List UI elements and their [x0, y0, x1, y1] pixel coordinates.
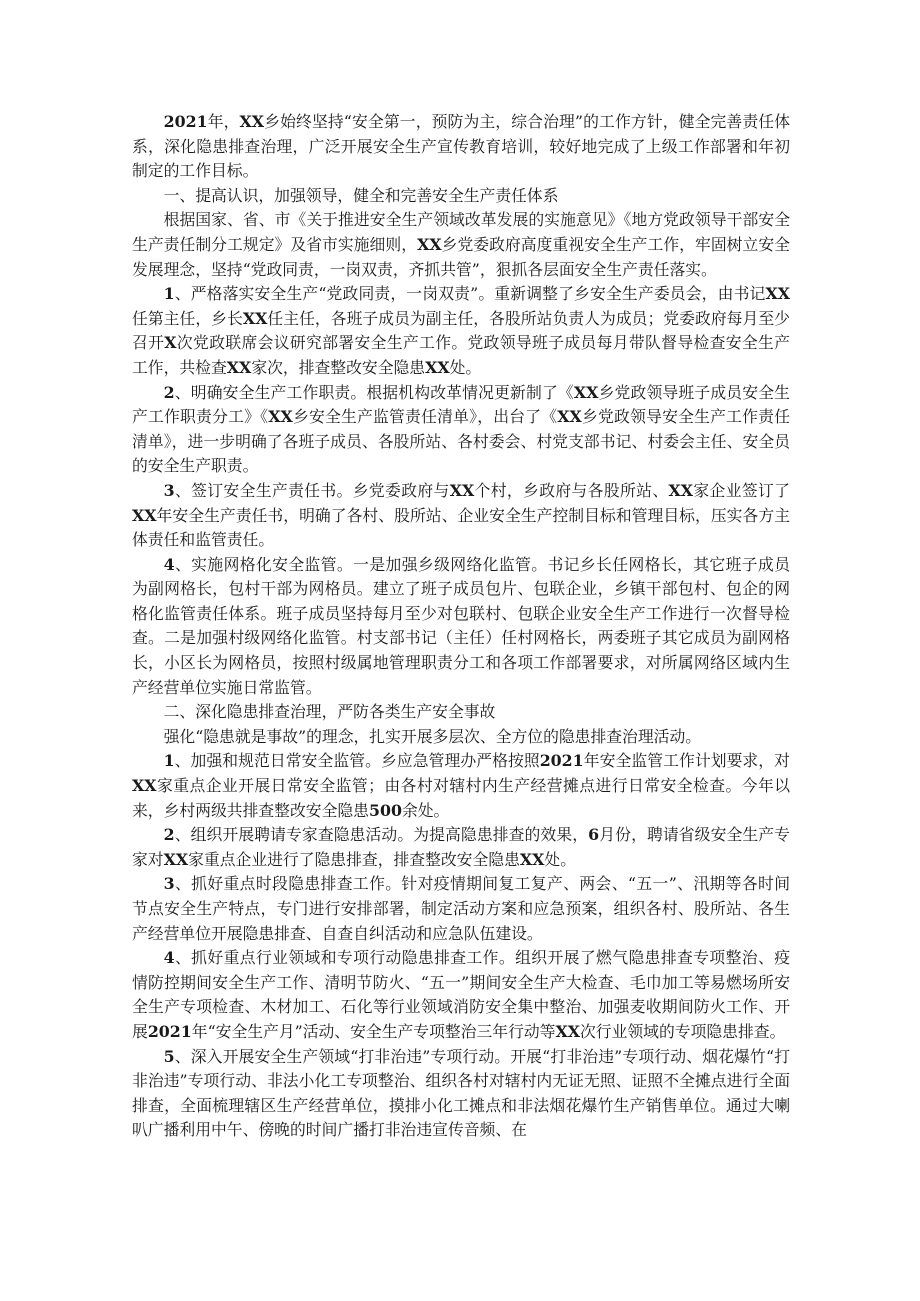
text-run: 乡党政领导班子成员安全生产工作职责分工》《 — [132, 382, 790, 427]
paragraph — [132, 381, 790, 479]
text-run: 年安全监管工作计划要求，对 — [583, 751, 790, 771]
paragraph — [132, 208, 790, 282]
text-run: 处。 — [544, 849, 576, 869]
text-run: 、明确安全生产工作职责。根据机构改革情况更新制了《 — [174, 382, 574, 402]
text-run: 乡党委政府高度重视安全生产工作，牢固树立安全发展理念，坚持“党政同责，一岗双责，齐抓共管”，狠抓各层面安全生产责任落实。 — [132, 234, 790, 279]
paragraph — [132, 184, 790, 209]
text-run: 、严格落实安全生产“党政同责，一岗双责”。重新调整了乡安全生产委员会，由书记 — [174, 284, 766, 304]
bold-text: 5 — [163, 1046, 175, 1066]
text-run: 乡党政领导安全生产工作责任清单》，进一步明确了各班子成员、各股所站、各村委会、村党支部书记、村委会主任、安全员的安全生产职责。 — [132, 407, 790, 476]
bold-text: XX — [417, 234, 442, 254]
bold-text: 2021 — [163, 112, 208, 131]
bold-text: XX — [668, 480, 694, 500]
bold-text: 1 — [163, 751, 175, 771]
bold-text: XX — [449, 480, 475, 500]
paragraph — [132, 823, 790, 872]
text-run: 、抓好重点时段隐患排查工作。针对疫情期间复工复产、两会、“五一”、汛期等各时间节点安全生产特点，专门进行安排部署，制定活动方案和应急预案，组织各村、股所站、各生产经营单位开展隐患排查、自查自纠活动和应急队伍建设。 — [132, 874, 790, 943]
bold-text: XX — [268, 407, 293, 427]
text-run: 、抓好重点行业领域和专项行动隐患排查工作。组织开展了燃气隐患排查专项整治、疫情防控期间安全生产工作、清明节防火、“五一”期间安全生产大检查、毛巾加工等易燃场所安全生产专项检查、木材加工、石化等行业领域消防安全集中整治、加强麦收期间防火工作、开展 — [132, 948, 790, 1041]
bold-text: XX — [557, 407, 582, 427]
bold-text: XX — [573, 382, 599, 402]
text-run: 家重点企业开展日常安全监管；由各村对辖村内生产经营摊点进行日常安全检查。今年以来，乡村两级共排查整改安全隐患 — [132, 776, 790, 820]
text-run: 一、提高认识，加强领导，健全和完善安全生产责任体系 — [163, 185, 559, 205]
paragraph — [132, 553, 790, 701]
text-run: 强化“隐患就是事故”的理念，扎实开展多层次、全方位的隐患排查治理活动。 — [163, 726, 702, 746]
paragraph — [132, 282, 790, 380]
bold-text: 4 — [163, 948, 175, 968]
text-run: 二、深化隐患排查治理，严防各类生产安全事故 — [163, 702, 496, 722]
bold-text: XX — [765, 284, 790, 304]
paragraph — [132, 725, 790, 750]
bold-text: XX — [425, 357, 450, 377]
text-run: 年安全生产责任书，明确了各村、股所站、企业安全生产控制目标和管理目标，压实各方主体责任和监管责任。 — [132, 505, 790, 550]
bold-text: 4 — [163, 554, 175, 574]
text-run: 乡始终坚持“安全第一，预防为主，综合治理”的工作方针，健全完善责任体系，深化隐患排查治理，广泛开展安全生产宣传教育培训，较好地完成了上级工作部署和年初制定的工作目标。 — [132, 112, 790, 181]
text-run: 月份，聘请省级安全生产专家对 — [132, 825, 790, 869]
text-run: 、加强和规范日常安全监管。乡应急管理办严格按照 — [174, 751, 540, 771]
bold-text: XX — [239, 112, 265, 131]
bold-text: 2021 — [539, 751, 584, 771]
bold-text: 1 — [163, 284, 175, 304]
text-run: 处。 — [449, 357, 482, 377]
bold-text: XX — [226, 357, 252, 377]
bold-text: 3 — [163, 480, 175, 500]
bold-text: 3 — [163, 874, 175, 894]
text-run: 个村，乡政府与各股所站、 — [474, 480, 669, 500]
bold-text: XX — [163, 849, 189, 869]
text-run: 家企业签订了 — [693, 480, 790, 500]
bold-text: XX — [519, 849, 545, 869]
text-run: 年“安全生产月”活动、安全生产专项整治三年行动等 — [191, 1021, 556, 1041]
paragraph — [132, 1045, 790, 1143]
bold-text: 2021 — [147, 1021, 192, 1041]
bold-text: XX — [242, 308, 268, 328]
text-run: 根据国家、省、市《关于推进安全生产领域改革发展的实施意见》《地方党政领导干部安全生产责任制分工规定》及省市实施细则， — [132, 210, 790, 254]
paragraph — [132, 946, 790, 1044]
text-run: 家重点企业进行了隐患排查，排查整改安全隐患 — [188, 849, 520, 869]
bold-text: 6 — [588, 825, 600, 845]
text-run: 乡安全生产监管责任清单》，出台了《 — [292, 407, 558, 427]
bold-text: XX — [132, 505, 157, 525]
paragraph — [132, 110, 790, 184]
bold-text: 2 — [163, 382, 175, 402]
paragraph — [132, 479, 790, 553]
bold-text: XX — [132, 776, 157, 796]
text-run: 余处。 — [401, 800, 450, 820]
text-run: 、深入开展安全生产领域“打非治违”专项行动。开展“打非治违”专项行动、烟花爆竹“打非治违”专项行动、非法小化工专项整治、组织各村对辖村内无证无照、证照不全摊点进行全面排查，全面梳理辖区生产经营单位，摸排小化工摊点和非法烟花爆竹生产销售单位。通过大喇叭广播利用中午、傍晚的时间广播打非治违宣传音频、在 — [132, 1046, 790, 1140]
bold-text: XX — [555, 1021, 580, 1041]
document-body — [132, 110, 790, 1143]
bold-text: 500 — [368, 800, 402, 820]
text-run: 、签订安全生产责任书。乡党委政府与 — [174, 480, 450, 500]
paragraph — [132, 700, 790, 725]
paragraph — [132, 749, 790, 823]
paragraph — [132, 872, 790, 946]
text-run: 、组织开展聘请专家查隐患活动。为提高隐患排查的效果， — [174, 825, 589, 845]
text-run: 次党政联席会议研究部署安全生产工作。党政领导班子成员每月带队督导检查安全生产工作，共检查 — [132, 333, 790, 377]
text-run: 任主任，各班子成员为副主任，各股所站负责人为成员；党委政府每月至少召开 — [132, 308, 790, 353]
text-run: 、实施网格化安全监管。一是加强乡级网络化监管。书记乡长任网格长，其它班子成员为副网格长，包村干部为网格员。建立了班子成员包片、包联企业，乡镇干部包村、包企的网格化监管责任体系。班子成员坚持每月至少对包联村、包联企业安全生产工作进行一次督导检查。二是加强村级网络化监管。村支部书记（主任）任村网格长，两委班子其它成员为副网格长，小区长为网格员，按照村级属地管理职责分工和各项工作部署要求，对所属网络区域内生产经营单位实施日常监管。 — [132, 554, 790, 697]
bold-text: X — [164, 333, 177, 353]
text-run: 次行业领域的专项隐患排查。 — [579, 1021, 786, 1041]
text-run: 年， — [207, 112, 240, 131]
text-run: 任第主任，乡长 — [132, 308, 243, 328]
bold-text: 2 — [163, 825, 175, 845]
text-run: 家次，排查整改安全隐患 — [251, 357, 426, 377]
